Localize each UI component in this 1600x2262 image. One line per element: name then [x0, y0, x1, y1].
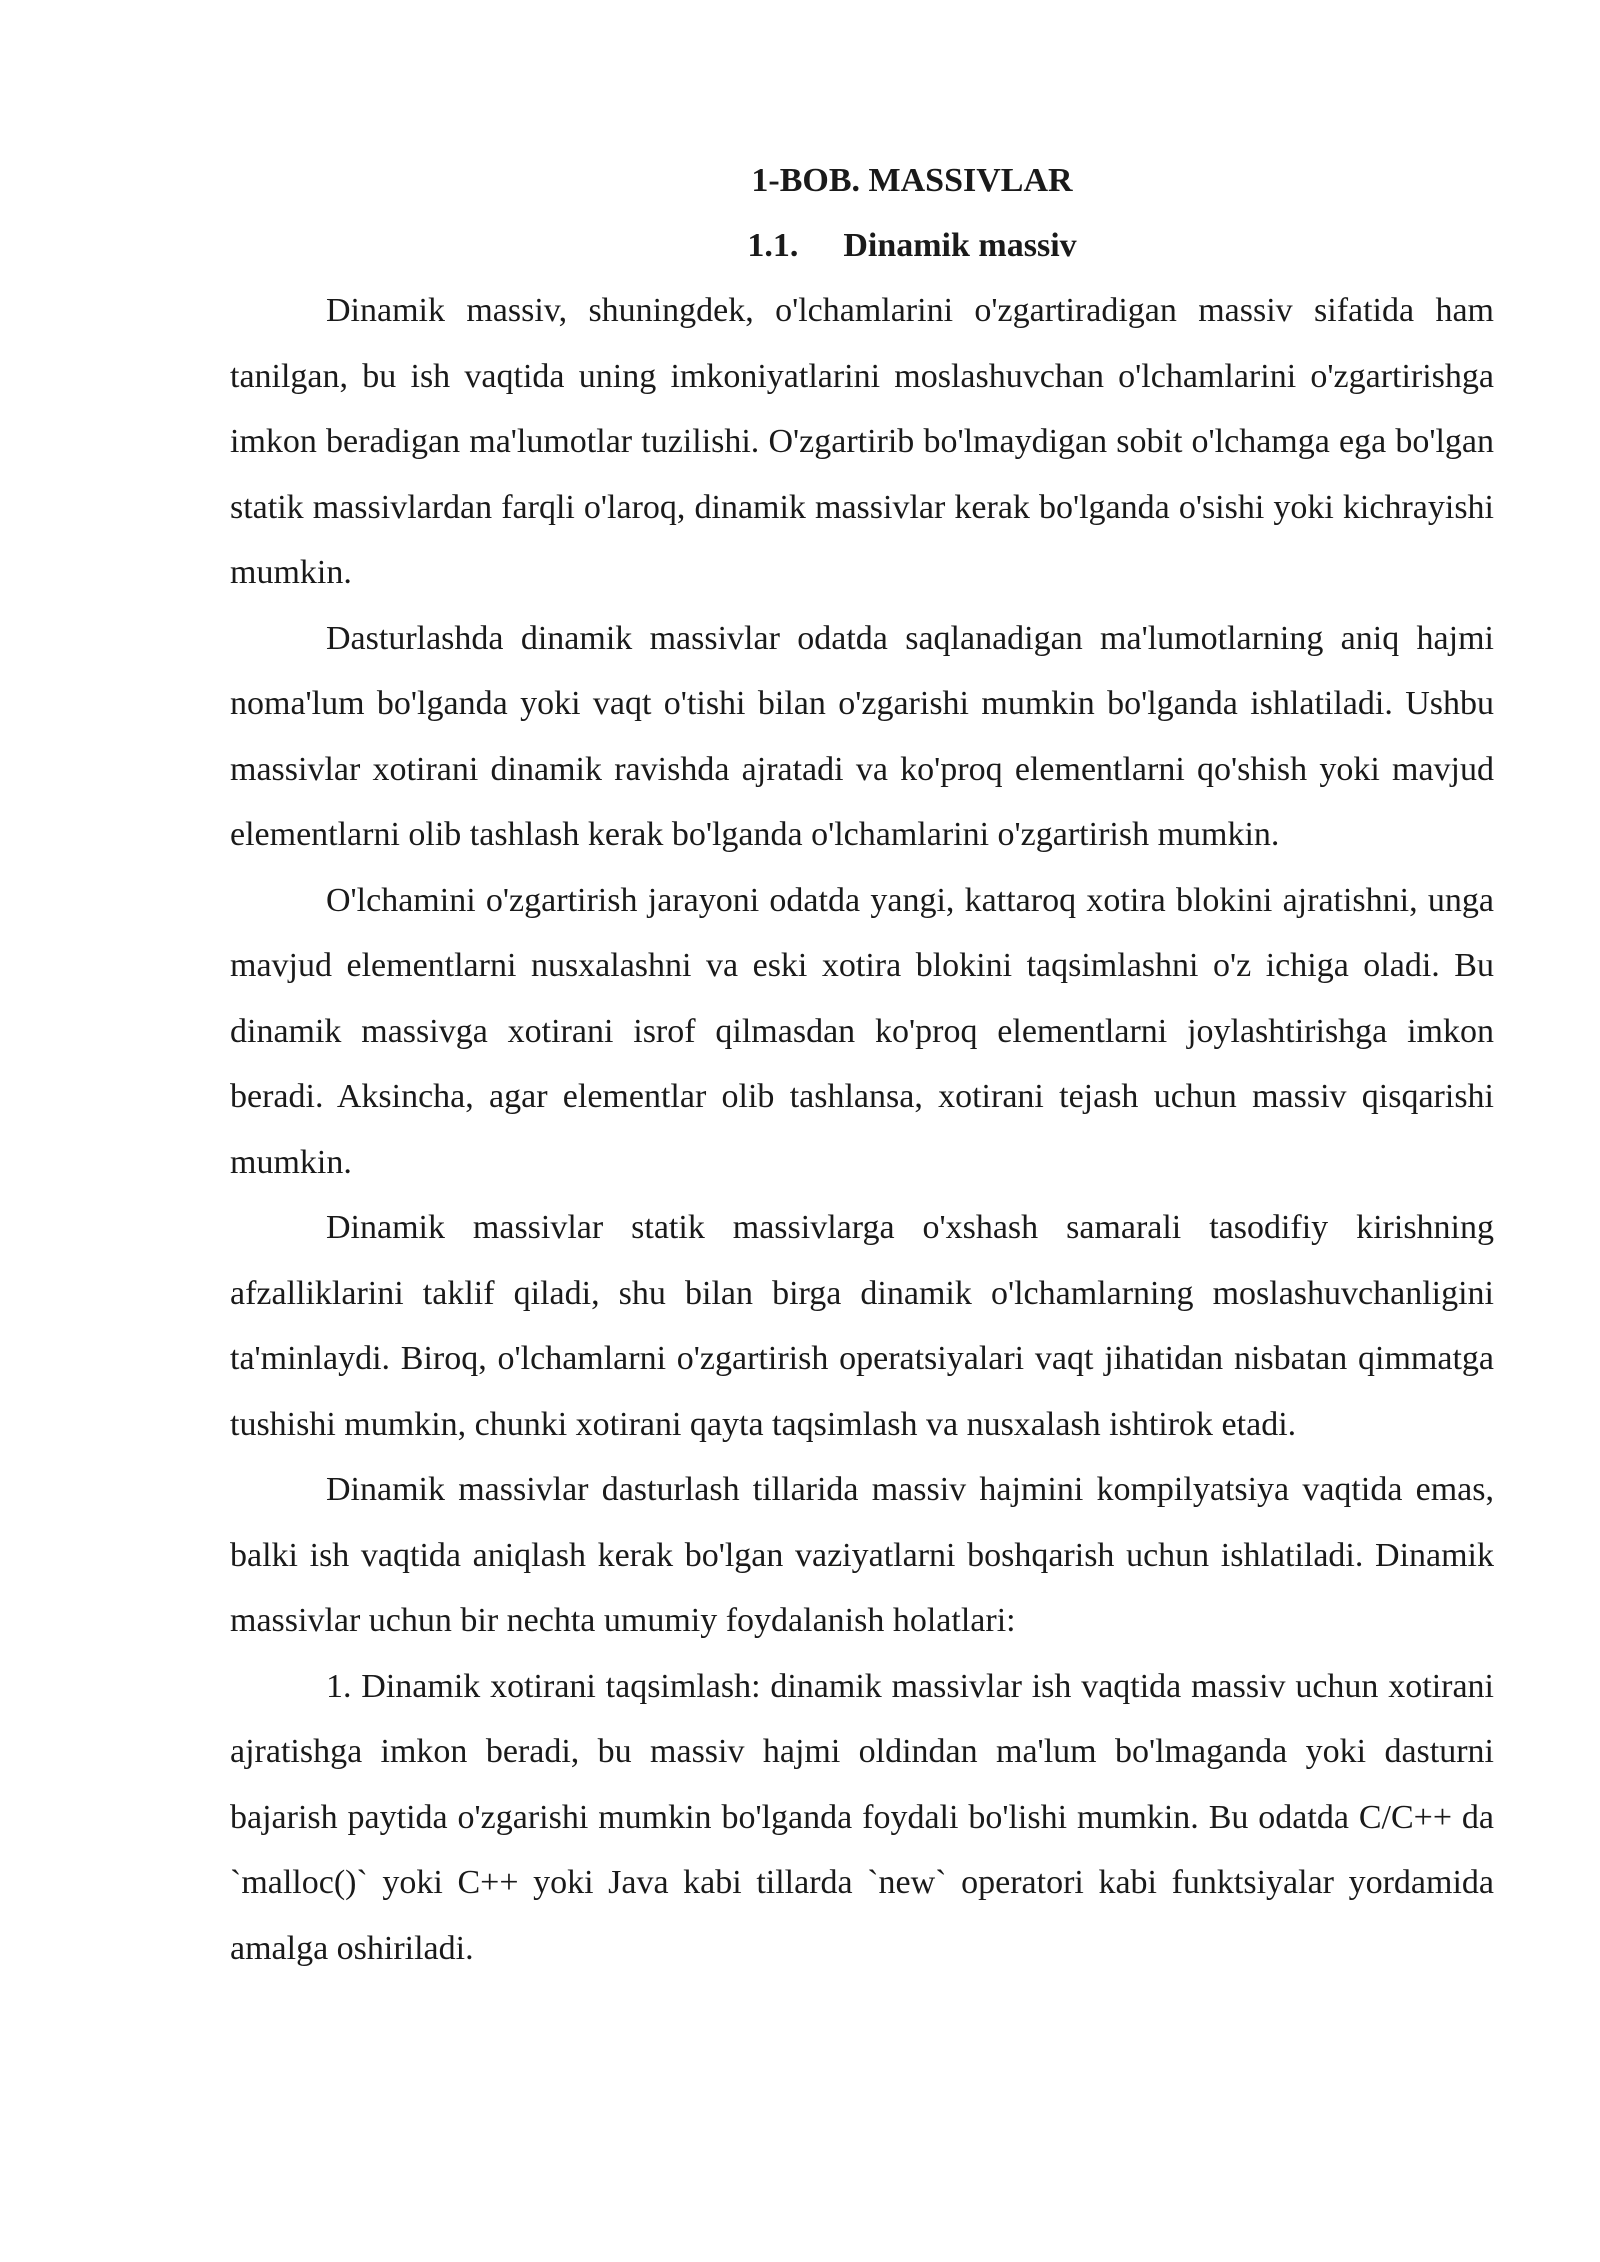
paragraph: Dinamik massivlar dasturlash tillarida massiv hajmini kompilyatsiya vaqtida emas, balki ish vaqtida aniqlash kerak bo'lgan vaziyatlarni boshqarish uchun ishlatiladi. Dinamik massivlar uchun bir nechta umumiy foydalanish holatlari:: [230, 1471, 1494, 1639]
list-item-paragraph: 1. Dinamik xotirani taqsimlash: dinamik massivlar ish vaqtida massiv uchun xotirani ajratishga imkon beradi, bu massiv hajmi oldindan ma'lum bo'lmaganda yoki dasturni bajarish paytida o'zgarishi mumkin bo'lganda foydali bo'lishi mumkin. Bu odatda C/C++ da `malloc()` yoki C++ yoki Java kabi tillarda `new` operatori kabi funktsiyalar yordamida amalga oshiriladi.: [230, 1667, 1494, 1967]
document-page: [230, 148, 1494, 1981]
section-number: 1.1.: [747, 227, 799, 264]
paragraph: Dasturlashda dinamik massivlar odatda saqlanadigan ma'lumotlarning aniq hajmi noma'lum bo'lganda yoki vaqt o'tishi bilan o'zgarishi mumkin bo'lganda ishlatiladi. Ushbu massivlar xotirani dinamik ravishda ajratadi va ko'proq elementlarni qo'shish yoki mavjud elementlarni olib tashlash kerak bo'lganda o'lchamlarini o'zgartirish mumkin.: [230, 619, 1494, 853]
paragraph: O'lchamini o'zgartirish jarayoni odatda yangi, kattaroq xotira blokini ajratishni, unga mavjud elementlarni nusxalashni va eski xotira blokini taqsimlashni o'z ichiga oladi. Bu dinamik massivga xotirani isrof qilmasdan ko'proq elementlarni joylashtirishga imkon beradi. Aksincha, agar elementlar olib tashlansa, xotirani tejash uchun massiv qisqarishi mumkin.: [230, 881, 1494, 1181]
section-heading: [230, 213, 1494, 278]
paragraph: Dinamik massivlar statik massivlarga o'xshash samarali tasodifiy kirishning afzalliklarini taklif qiladi, shu bilan birga dinamik o'lchamlarning moslashuvchanligini ta'minlaydi. Biroq, o'lchamlarni o'zgartirish operatsiyalari vaqt jihatidan nisbatan qimmatga tushishi mumkin, chunki xotirani qayta taqsimlash va nusxalash ishtirok etadi.: [230, 1209, 1494, 1443]
chapter-title: 1-BOB. MASSIVLAR: [751, 162, 1073, 199]
section-title: Dinamik massiv: [843, 227, 1077, 264]
paragraph: Dinamik massiv, shuningdek, o'lchamlarini o'zgartiradigan massiv sifatida ham tanilgan, bu ish vaqtida uning imkoniyatlarini moslashuvchan o'lchamlarini o'zgartirishga imkon beradigan ma'lumotlar tuzilishi. O'zgartirib bo'lmaydigan sobit o'lchamga ega bo'lgan statik massivlardan farqli o'laroq, dinamik massivlar kerak bo'lganda o'sishi yoki kichrayishi mumkin.: [230, 292, 1494, 591]
